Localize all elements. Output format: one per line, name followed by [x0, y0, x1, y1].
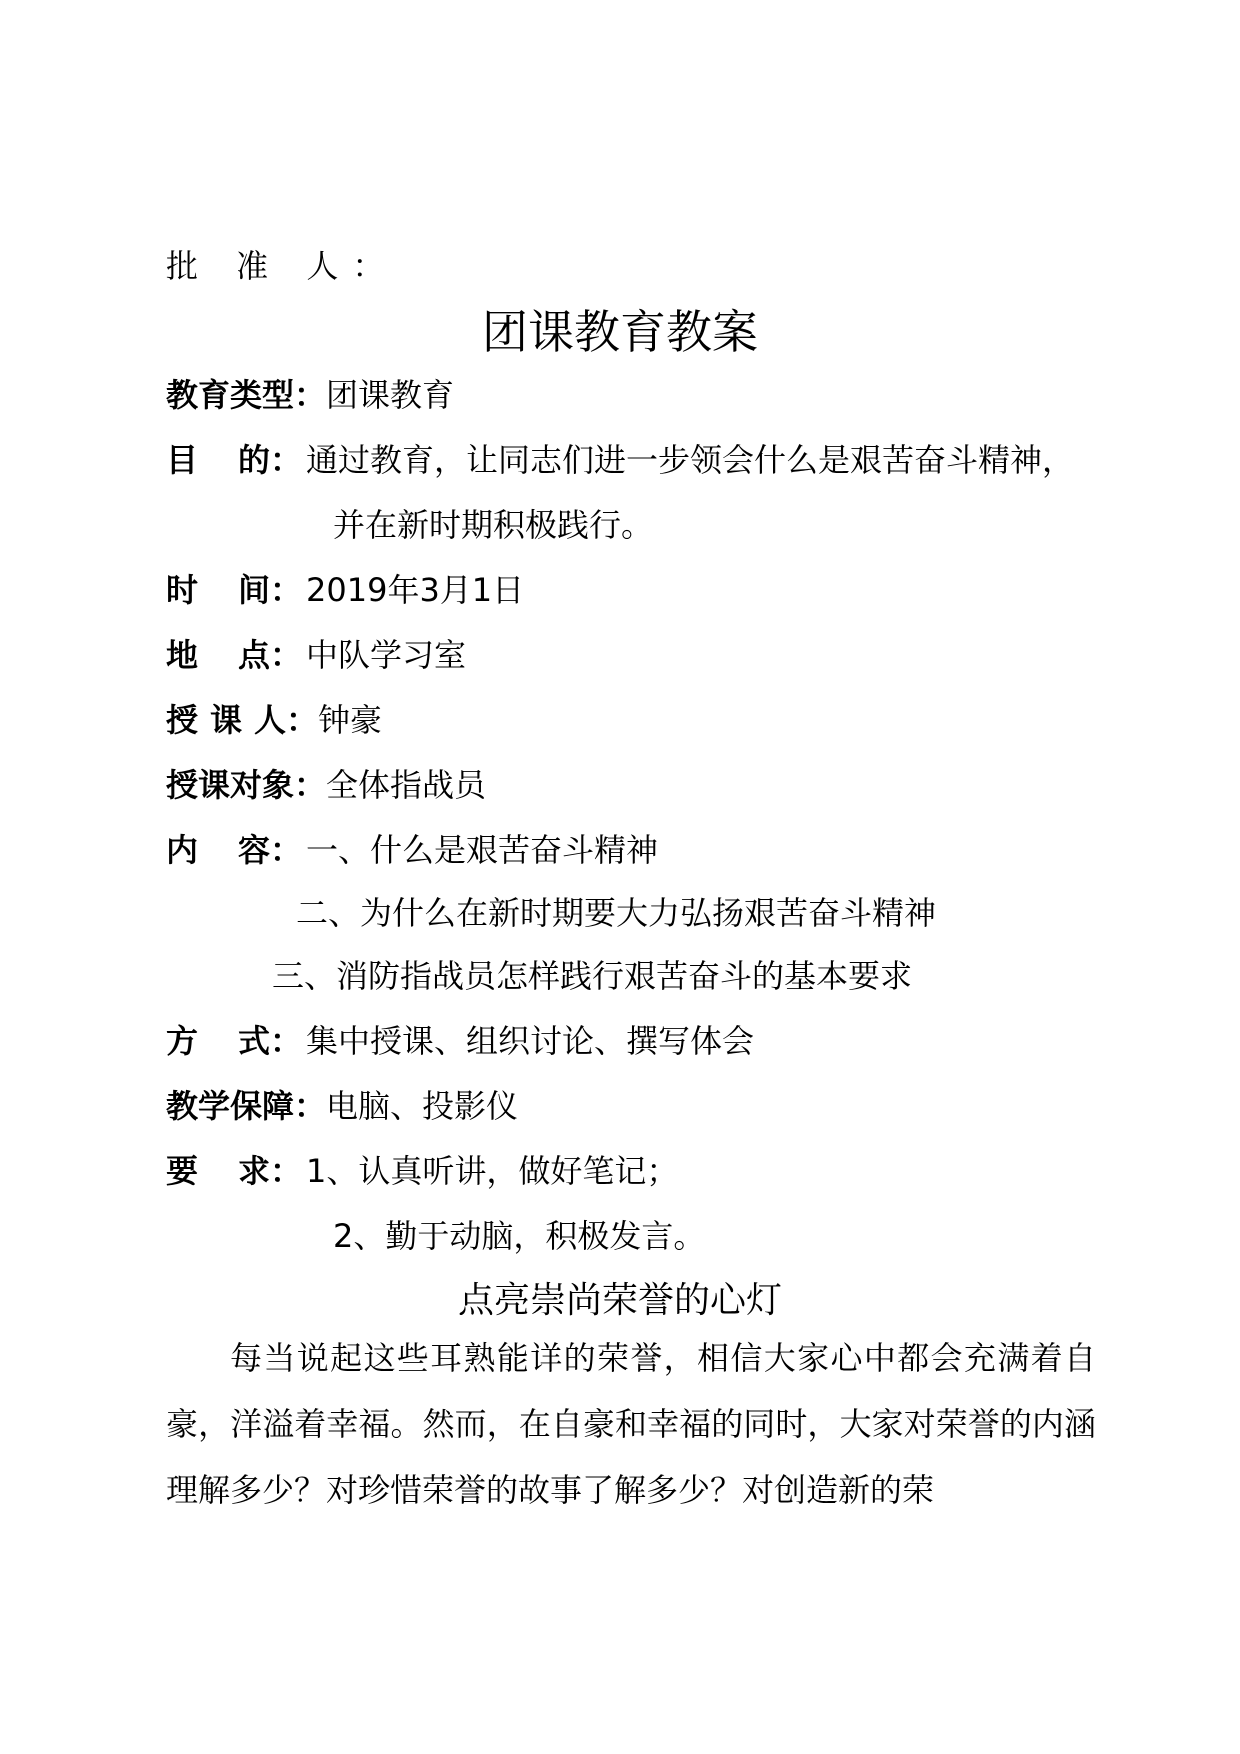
teacher-label: 授 课 人：: [166, 701, 319, 739]
education-type-value: 团课教育: [326, 376, 455, 414]
method-row: [166, 1021, 754, 1061]
purpose-row: [166, 440, 1074, 480]
place-row: [166, 635, 466, 675]
audience-value: 全体指战员: [326, 766, 487, 804]
document-title: 团课教育教案: [482, 305, 758, 359]
support-value: 电脑、投影仪: [326, 1087, 519, 1125]
purpose-label: 目 的：: [166, 441, 303, 479]
requirement-row: [166, 1151, 678, 1191]
education-type-label: 教育类型：: [166, 376, 327, 414]
content-item-1: 一、什么是艰苦奋斗精神: [306, 831, 659, 869]
teacher-value: 钟豪: [318, 701, 383, 739]
audience-label: 授课对象：: [166, 766, 327, 804]
time-row: [166, 570, 524, 610]
section-title: 点亮崇尚荣誉的心灯: [457, 1280, 782, 1321]
place-label: 地 点：: [166, 636, 303, 674]
purpose-value-line-2: 并在新时期积极践行。: [333, 506, 654, 544]
education-type-row: [166, 375, 454, 415]
place-value: 中队学习室: [306, 636, 467, 674]
content-item-3: 三、消防指战员怎样践行艰苦奋斗的基本要求: [272, 957, 913, 995]
support-row: [166, 1086, 518, 1126]
requirement-item-2: 2、勤于动脑，积极发言。: [333, 1217, 706, 1255]
time-value: 2019年3月1日: [306, 571, 525, 609]
content-item-2: 二、为什么在新时期要大力弘扬艰苦奋斗精神: [296, 894, 937, 932]
content-label: 内 容：: [166, 831, 303, 869]
method-value: 集中授课、组织讨论、撰写体会: [306, 1022, 755, 1060]
teacher-row: [166, 700, 382, 740]
content-row: [166, 830, 658, 870]
support-label: 教学保障：: [166, 1087, 327, 1125]
section-paragraph: 每当说起这些耳熟能详的荣誉，相信大家心中都会充满着自豪，洋溢着幸福。然而，在自豪和幸福的同时，大家对荣誉的内涵理解多少？对珍惜荣誉的故事了解多少？对创造新的荣: [166, 1339, 1096, 1509]
time-label: 时 间：: [166, 571, 303, 609]
method-label: 方 式：: [166, 1022, 303, 1060]
purpose-value-line-1: 通过教育，让同志们进一步领会什么是艰苦奋斗精神，: [306, 441, 1075, 479]
audience-row: [166, 765, 486, 805]
approver-line: 批 准 人：: [166, 247, 399, 285]
requirement-label: 要 求：: [166, 1152, 303, 1190]
requirement-item-1: 1、认真听讲，做好笔记；: [306, 1152, 679, 1190]
